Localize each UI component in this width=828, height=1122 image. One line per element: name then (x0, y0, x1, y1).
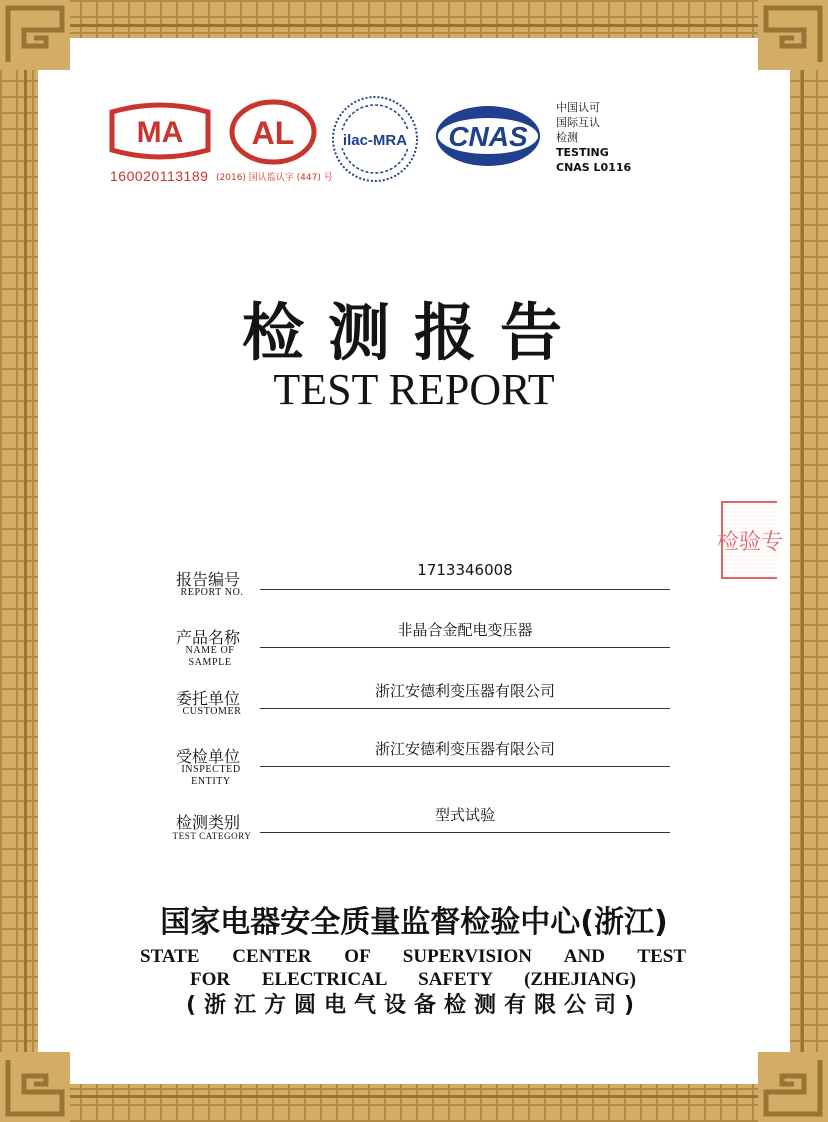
field-underline (260, 647, 670, 648)
title-english: TEST REPORT (273, 365, 555, 414)
cert-line: CNAS L0116 (556, 161, 632, 174)
cal-logo (228, 98, 318, 166)
corner-ornament (758, 0, 828, 70)
field-sample-name (170, 621, 670, 671)
corner-ornament (0, 1052, 70, 1122)
field-underline (260, 589, 670, 590)
seal-stamp (716, 501, 783, 579)
field-label-cn: 委托单位 (176, 689, 241, 708)
field-label-cn: 报告编号 (176, 570, 241, 589)
organization-name-en-line2: FOR ELECTRICAL SAFETY (ZHEJIANG) (190, 969, 636, 990)
field-inspected-entity (170, 740, 670, 790)
accreditation-logos (106, 94, 646, 194)
cnas-logo-text: CNAS (448, 121, 528, 152)
field-report-no (170, 561, 670, 613)
organization-name-en-line1: STATE CENTER OF SUPERVISION AND TEST (140, 946, 686, 967)
ilac-logo-text: ilac-MRA (342, 132, 408, 149)
cnas-cert-text (556, 100, 631, 175)
field-customer (170, 682, 670, 732)
cma-number: 160020113189 (110, 168, 209, 184)
inspected-entity-value: 浙江安德利变压器有限公司 (374, 740, 555, 758)
cal-cert-number: (2016) 国认监认字 (447) 号 (216, 173, 333, 183)
cma-logo (106, 104, 214, 158)
field-underline (260, 832, 670, 833)
cert-line: 检测 (556, 131, 578, 144)
field-label-en: CUSTOMER (182, 706, 242, 717)
field-label-cn: 产品名称 (176, 628, 241, 647)
cnas-logo (434, 104, 542, 168)
cert-line: 中国认可 (556, 101, 600, 114)
cma-logo-text: MA (136, 116, 184, 149)
field-label-cn: 检测类别 (176, 813, 241, 832)
organization-company-cn: (浙江方圆电气设备检测有限公司) (185, 993, 643, 1018)
sample-name-value: 非晶合金配电变压器 (397, 621, 533, 639)
title-chinese: 检测报告 (241, 296, 586, 369)
cal-logo-text: AL (251, 115, 295, 151)
field-label-cn: 受检单位 (176, 747, 241, 766)
report-number-value: 1713346008 (417, 561, 513, 579)
seal-stamp-text: 检验专 (716, 529, 783, 555)
test-category-value: 型式试验 (434, 806, 495, 824)
field-test-category (170, 806, 670, 856)
organization-name-cn: 国家电器安全质量监督检验中心(浙江) (160, 905, 668, 940)
field-underline (260, 766, 670, 767)
field-label-en: TEST CATEGORY (172, 831, 252, 841)
customer-value: 浙江安德利变压器有限公司 (374, 682, 555, 700)
corner-ornament (758, 1052, 828, 1122)
ilac-mra-logo (330, 94, 420, 184)
cert-line: TESTING (556, 146, 609, 159)
cert-line: 国际互认 (556, 116, 600, 129)
field-label-en: NAME OF SAMPLE (185, 645, 235, 668)
corner-ornament (0, 0, 70, 70)
field-underline (260, 708, 670, 709)
field-label-en: REPORT NO. (180, 587, 244, 598)
field-label-en: INSPECTED ENTITY (181, 764, 241, 787)
